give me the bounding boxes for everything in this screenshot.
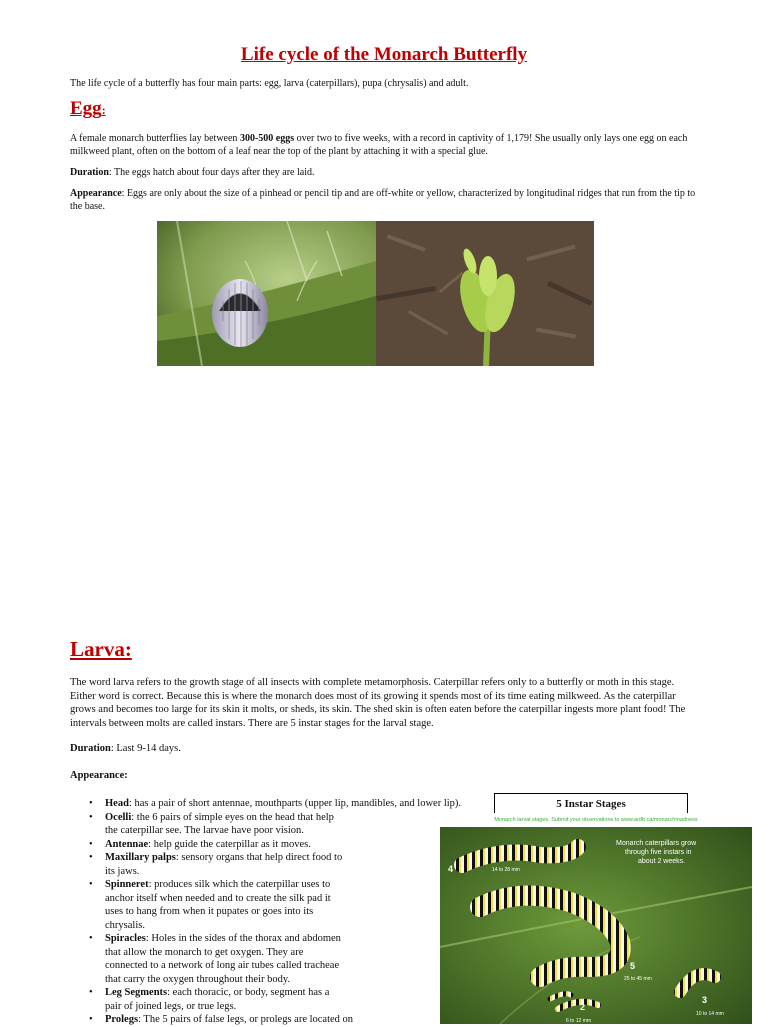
egg-on-leaf-photo <box>157 221 376 366</box>
list-item: • Prolegs: The 5 pairs of false legs, or prolegs are located on <box>89 1014 354 1025</box>
instar-label-5: 5 <box>630 961 636 971</box>
instar-image-caption: Monarch larval stages. Submit your observations to www.ardb.ca/monarchmadness <box>440 813 752 827</box>
intro-paragraph: The life cycle of a butterfly has four main parts: egg, larva (caterpillars), pupa (chrysalis) and adult. <box>70 78 469 89</box>
instar-note-line1: Monarch caterpillars grow <box>616 840 697 847</box>
list-item: • Spinneret: produces silk which the caterpillar uses to anchor itself when needed and to create the silk pad it uses to hang from when it pupates or goes into its chrysalis. <box>89 879 331 931</box>
instar-note-line2: through five instars in <box>625 849 692 856</box>
list-item: • Ocelli: the 6 pairs of simple eyes on the head that help the caterpillar see. The larvae have poor vision. <box>89 811 334 836</box>
list-item: • Antennae: help guide the caterpillar as it moves. <box>89 838 311 850</box>
egg-duration: Duration: The eggs hatch about four days after they are laid. <box>70 167 315 178</box>
larva-heading: Larva: <box>70 637 132 661</box>
instar-label-3: 3 <box>702 995 708 1005</box>
list-item: • Head: has a pair of short antennae, mouthparts (upper lip, mandibles, and lower lip). <box>89 798 462 809</box>
page-title: Life cycle of the Monarch Butterfly <box>240 44 528 65</box>
larva-appearance-label: Appearance: <box>70 770 128 781</box>
instar-stages-caption: 5 Instar Stages <box>494 793 688 815</box>
instar-stages-image <box>440 813 752 1024</box>
instar-time-4: 14 to 28 mm <box>492 867 520 873</box>
instar-time-5: 25 to 45 mm <box>624 976 652 982</box>
egg-heading: Egg: <box>70 98 106 119</box>
egg-paragraph: A female monarch butterflies lay between 300-500 eggs over two to five weeks, with a record in captivity of 1,179! She usually only lays one egg on each milkweed plant, often on the bottom of a leaf near the top of the plant by attaching it with a special glue. <box>70 133 688 157</box>
larva-duration: Duration: Last 9-14 days. <box>70 743 181 754</box>
list-item: • Maxillary palps: sensory organs that help direct food to its jaws. <box>89 852 343 877</box>
instar-label-2: 2 <box>580 1002 586 1012</box>
instar-time-2: 6 to 12 mm <box>566 1018 592 1024</box>
milkweed-sprout-photo <box>376 221 594 366</box>
instar-label-4: 4 <box>448 864 454 874</box>
larva-paragraph: The word larva refers to the growth stage of all insects with complete metamorphosis. Caterpillar refers only to a butterfly or moth in this stage. Either word is correct. Because this is where the monarch does most of its growing it spends most of its time eating milkweed. As the caterpillar grows and becomes too large for its skin it molts, or sheds, its skin. The shed skin is often eaten before the caterpillar ingests more plant food! The intervals between molts are called instars. There are 5 instar stages for the larval stage. <box>70 677 686 729</box>
instar-note-line3: about 2 weeks. <box>638 858 686 865</box>
instar-time-3: 10 to 14 mm <box>696 1011 724 1017</box>
egg-appearance: Appearance: Eggs are only about the size of a pinhead or pencil tip and are off-white or yellow, characterized by longitudinal ridges that run from the tip to the base. <box>70 188 696 212</box>
larva-feature-list <box>70 797 480 1027</box>
list-item: • Leg Segments: each thoracic, or body, segment has a pair of joined legs, or true legs. <box>89 987 330 1012</box>
list-item: • Spiracles: Holes in the sides of the thorax and abdomen that allow the monarch to get oxygen. They are connected to a network of long air tubes called tracheae that carry the oxygen throughout their body. <box>89 933 341 985</box>
